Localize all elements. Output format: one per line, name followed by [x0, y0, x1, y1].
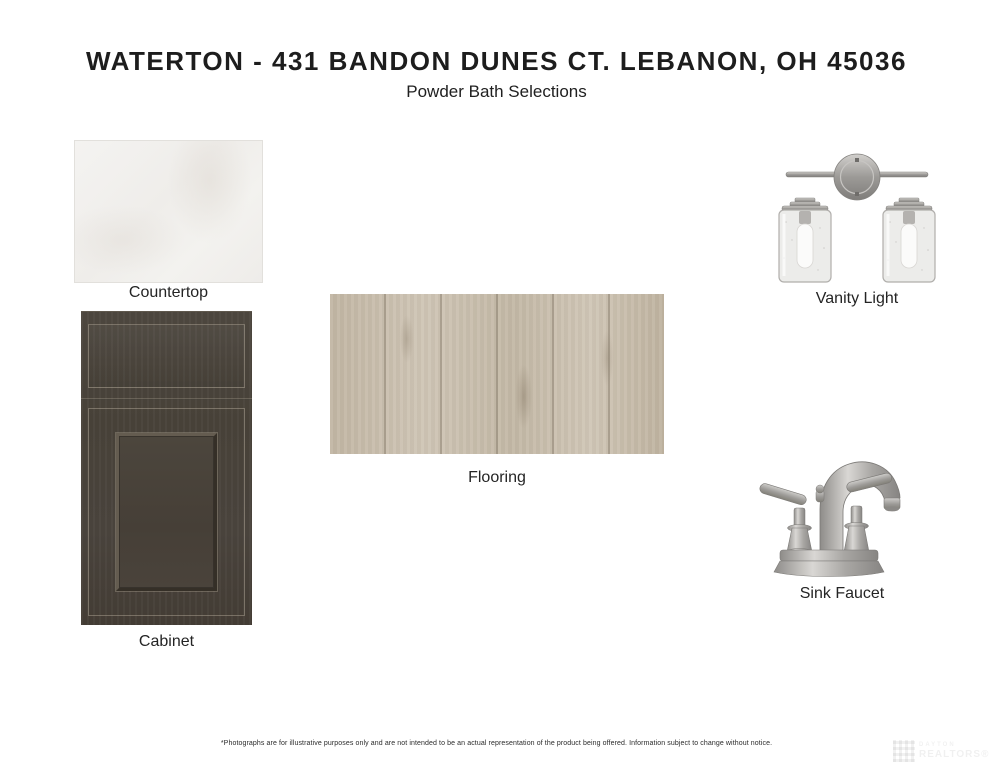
- watermark-text: [919, 742, 989, 760]
- watermark-line2: REALTORS®: [919, 748, 990, 760]
- cabinet-swatch-image: [81, 311, 252, 625]
- vanity-light-label: Vanity Light: [815, 290, 899, 307]
- watermark-grid-icon: [893, 740, 915, 762]
- sink-faucet-label: Sink Faucet: [799, 585, 885, 602]
- cabinet-rail: [81, 398, 252, 400]
- disclaimer-text: *Photographs are for illustrative purposes only and are not intended to be an actual representation of the product being offered. Information subject to change without notice.: [220, 740, 773, 747]
- countertop-swatch-image: [74, 140, 263, 283]
- cabinet-label: Cabinet: [138, 633, 195, 650]
- sink-faucet-drawing: [752, 448, 932, 581]
- vanity-light-drawing: [768, 148, 946, 286]
- countertop-label: Countertop: [128, 284, 209, 301]
- watermark-logo: [893, 738, 989, 764]
- cabinet-door: [88, 408, 245, 616]
- flooring-label: Flooring: [468, 469, 526, 486]
- flooring-swatch-image: [330, 294, 664, 454]
- vanity-light-image: [768, 148, 946, 286]
- sink-faucet-image: [752, 448, 932, 581]
- cabinet-drawer-front: [88, 324, 245, 388]
- page-title: WATERTON - 431 BANDON DUNES CT. LEBANON, OH 45036: [86, 46, 907, 76]
- page-subtitle: Powder Bath Selections: [406, 82, 587, 101]
- watermark-line1: DAYTON: [919, 742, 956, 749]
- cabinet-door-panel: [116, 433, 217, 591]
